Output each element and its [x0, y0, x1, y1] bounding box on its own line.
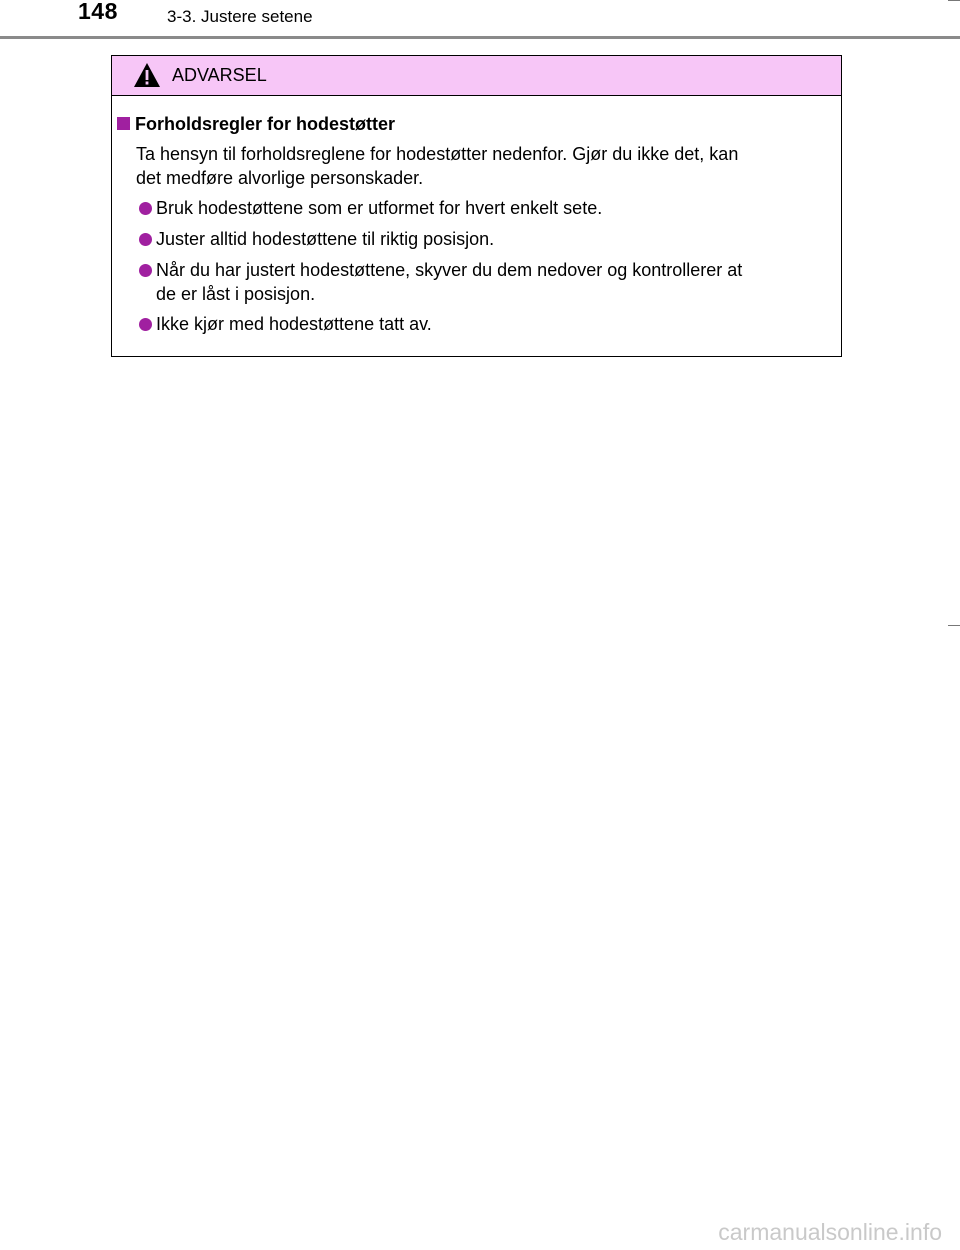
warning-title: ADVARSEL [172, 65, 267, 85]
page-number: 148 [78, 0, 118, 24]
bullet-dot [139, 233, 152, 246]
warning-header [112, 56, 841, 96]
crop-mark-top [948, 0, 960, 1]
bullet-text: Ikke kjør med hodestøttene tatt av. [156, 314, 432, 334]
intro-line-2: det medføre alvorlige personskader. [136, 168, 424, 188]
bullet-text: Juster alltid hodestøttene til riktig posisjon. [156, 229, 495, 249]
intro-line-1: Ta hensyn til forholdsreglene for hodestøtter nedenfor. Gjør du ikke det, kan [136, 144, 739, 164]
bullet-text-continued: de er låst i posisjon. [156, 284, 316, 304]
crop-mark-middle [948, 625, 960, 626]
bullet-dot [139, 264, 152, 277]
watermark: carmanualsonline.info [718, 1219, 942, 1245]
section-title: 3-3. Justere setene [167, 7, 313, 26]
warning-triangle-icon [133, 62, 161, 88]
bullet-text: Når du har justert hodestøttene, skyver du dem nedover og kontrollerer at [156, 260, 743, 280]
warning-heading: Forholdsregler for hodestøtter [135, 114, 396, 134]
warning-box [111, 55, 842, 357]
bullet-text: Bruk hodestøttene som er utformet for hvert enkelt sete. [156, 198, 603, 218]
heading-square-marker [117, 117, 130, 130]
header-rule [0, 36, 960, 39]
bullet-dot [139, 318, 152, 331]
bullet-dot [139, 202, 152, 215]
